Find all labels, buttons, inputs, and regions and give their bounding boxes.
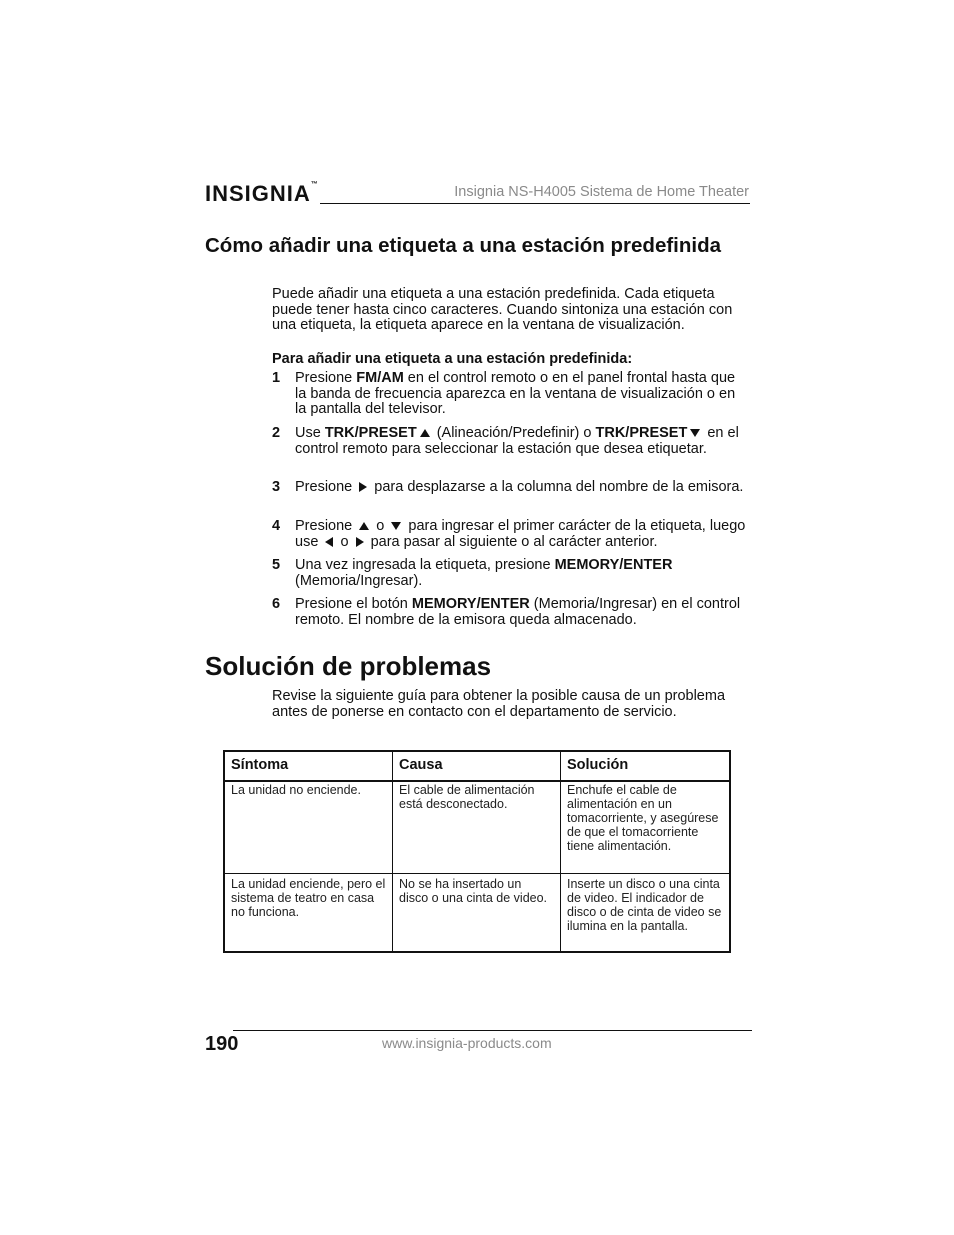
step-number: 1 (272, 370, 281, 386)
step-3: 3 Presione para desplazarse a la columna del nombre de la emisora. (272, 479, 744, 495)
troubleshooting-intro: Revise la siguiente guía para obtener la posible causa de un problema antes de ponerse en contacto con el departamento de servicio. (272, 688, 726, 720)
page-number: 190 (205, 1033, 239, 1055)
table-cell: La unidad enciende, pero el sistema de teatro en casa no funciona. (231, 877, 386, 919)
step-4: 4 Presione o para ingresar el primer carácter de la etiqueta, luego use o para pasar al siguiente o al carácter anterior. (272, 518, 746, 550)
down-arrow-icon (690, 429, 700, 437)
column-divider (392, 752, 393, 951)
right-arrow-icon (356, 537, 364, 547)
button-name: TRK/PRESET (595, 425, 688, 441)
button-name: MEMORY/ENTER (411, 596, 530, 612)
table-cell: La unidad no enciende. (231, 783, 361, 797)
header-title: Insignia NS-H4005 Sistema de Home Theater (454, 184, 749, 200)
footer-url: www.insignia-products.com (382, 1035, 552, 1051)
step-number: 6 (272, 596, 281, 612)
table-header-cell: Causa (399, 757, 443, 773)
footer-rule (233, 1030, 752, 1031)
down-arrow-icon (391, 522, 401, 530)
button-name: FM/AM (356, 370, 404, 386)
up-arrow-icon (359, 522, 369, 530)
table-header-row (225, 752, 729, 782)
insignia-logo: INSIGNIA™ (205, 181, 318, 206)
section-heading-troubleshooting: Solución de problemas (205, 651, 492, 681)
up-arrow-icon (420, 429, 430, 437)
table-header-cell: Síntoma (231, 757, 289, 773)
troubleshooting-table (223, 750, 731, 953)
table-cell: Enchufe el cable de alimentación en un tomacorriente, y asegúrese de que el tomacorriente tiene alimentación. (567, 783, 719, 853)
column-divider (560, 752, 561, 951)
right-arrow-icon (359, 482, 367, 492)
button-name: MEMORY/ENTER (554, 557, 673, 573)
step-1: 1 Presione FM/AM en el control remoto o en el panel frontal hasta que la banda de frecuencia aparezca en la ventana de visualización o en la pantalla del televisor. (272, 370, 736, 418)
step-number: 5 (272, 557, 281, 573)
section-heading-label: Cómo añadir una etiqueta a una estación predefinida (205, 234, 722, 257)
table-cell: No se ha insertado un disco o una cinta de video. (399, 877, 548, 905)
row-divider (225, 873, 729, 874)
step-number: 3 (272, 479, 281, 495)
section-intro: Puede añadir una etiqueta a una estación predefinida. Cada etiqueta puede tener hasta cinco caracteres. Cuando sintoniza una estación con una etiqueta, la etiqueta aparece en la ventana de visualización. (272, 286, 733, 334)
table-cell: El cable de alimentación está desconectado. (399, 783, 535, 811)
step-5: 5 Una vez ingresada la etiqueta, presione MEMORY/ENTER (Memoria/Ingresar). (272, 557, 673, 589)
step-number: 4 (272, 518, 281, 534)
step-2: 2 Use TRK/PRESET (Alineación/Predefinir) o TRK/PRESET en el control remoto para seleccionar la estación que desea etiquetar. (272, 425, 739, 457)
left-arrow-icon (325, 537, 333, 547)
step-number: 2 (272, 425, 281, 441)
table-header-cell: Solución (567, 757, 629, 773)
procedure-title: Para añadir una etiqueta a una estación predefinida: (272, 351, 633, 367)
table-cell: Inserte un disco o una cinta de video. El indicador de disco o de cinta de video se ilumina en la pantalla. (567, 877, 722, 933)
button-name: TRK/PRESET (324, 425, 417, 441)
step-6: 6 Presione el botón MEMORY/ENTER (Memoria/Ingresar) en el control remoto. El nombre de la emisora queda almacenado. (272, 596, 741, 628)
header-rule (320, 203, 750, 204)
